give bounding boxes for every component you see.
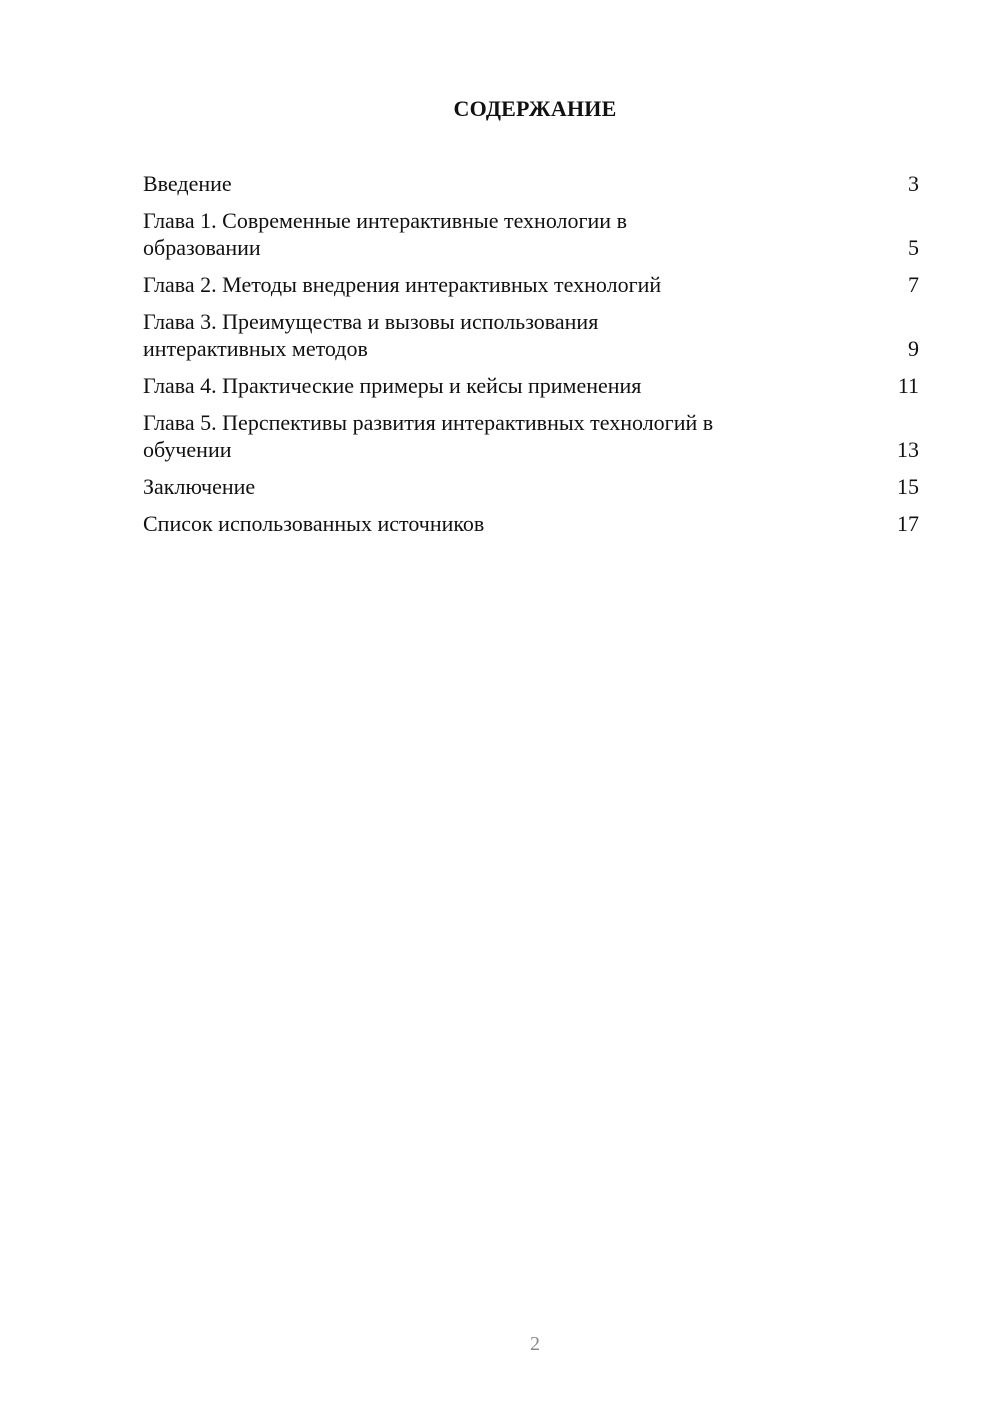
toc-entry-label: Глава 3. Преимущества и вызовы использования интерактивных методов bbox=[143, 309, 599, 361]
toc-entry-page: 13 bbox=[897, 437, 919, 462]
toc-entry-label: Глава 5. Перспективы развития интерактивных технологий в обучении bbox=[143, 410, 714, 462]
toc-entry-label: Заключение bbox=[143, 474, 256, 499]
toc-entry-page: 7 bbox=[908, 272, 919, 297]
toc-entry-label: Список использованных источников bbox=[143, 511, 485, 536]
toc-entry-label: Введение bbox=[143, 171, 232, 196]
toc-entry-page: 9 bbox=[908, 336, 919, 361]
page-title: СОДЕРЖАНИЕ bbox=[453, 96, 617, 121]
toc-entry-page: 5 bbox=[908, 235, 919, 260]
toc-entry bbox=[143, 473, 919, 500]
toc-entry-page: 11 bbox=[897, 373, 919, 398]
toc-entry bbox=[143, 372, 919, 399]
toc-entry bbox=[143, 409, 919, 463]
toc-entry-page: 3 bbox=[908, 171, 919, 196]
toc-entry-page: 15 bbox=[897, 474, 919, 499]
toc-entry bbox=[143, 170, 919, 197]
toc-entry-label: Глава 2. Методы внедрения интерактивных технологий bbox=[143, 272, 662, 297]
toc-entry bbox=[143, 271, 919, 298]
page-number: 2 bbox=[530, 1333, 540, 1355]
toc-entry-label: Глава 1. Современные интерактивные технологии в образовании bbox=[143, 208, 627, 260]
toc-entry bbox=[143, 510, 919, 537]
toc-entry bbox=[143, 207, 919, 261]
toc-entry-page: 17 bbox=[897, 511, 919, 536]
table-of-contents bbox=[143, 170, 919, 547]
toc-entry-label: Глава 4. Практические примеры и кейсы применения bbox=[143, 373, 642, 398]
toc-entry bbox=[143, 308, 919, 362]
